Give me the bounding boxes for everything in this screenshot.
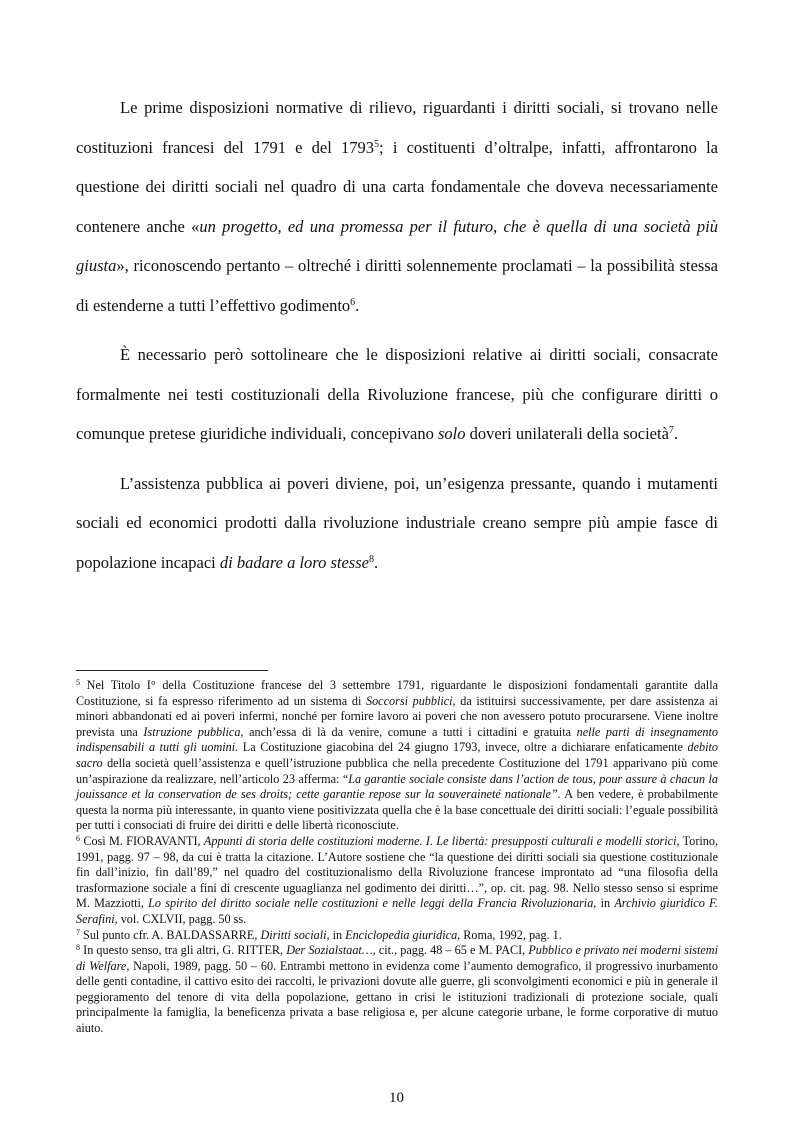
note-ref: 8 (368, 553, 374, 565)
italic-text: debito sacro (76, 740, 719, 770)
text-run: », riconoscendo pertanto – oltreché i diritti solennemente proclamati – la possibilità stessa di estenderne a tutti l’effettivo godimento (76, 256, 718, 315)
paragraph (76, 335, 718, 454)
note-ref: 7 (668, 425, 674, 436)
italic-text: Lo spirito del diritto sociale nelle costituzioni e nelle leggi della Francia Rivoluzionaria, (148, 896, 597, 911)
italic-text: La garantie sociale consiste dans l’action de tous, pour assure à chacun la jouissance et la conservation de ses droits; cette garantie repose sur la souveraineté nationale”. (76, 771, 718, 802)
italic-text: Archivio giuridico F. Serafini, (76, 896, 718, 926)
italic-text: solo (437, 424, 466, 443)
note-ref: 5 (374, 138, 380, 150)
text-run: Le prime disposizioni normative di rilievo, riguardanti i diritti sociali, si trovano nelle costituzioni francesi del 1791 e del 1793 (76, 98, 718, 157)
note-ref: 7 (76, 927, 80, 937)
italic-text: Soccorsi pubblici, (365, 693, 456, 708)
text-run: È necessario però sottolineare che le disposizioni relative ai diritti sociali, consacrate formalmente nei testi costituzionali della Rivoluzione francese, più che configurare diritti o comunque pretese giuridiche individuali, concepivano (76, 345, 718, 443)
text-run: . (373, 552, 379, 572)
text-run: , in (326, 927, 346, 942)
paragraph (76, 88, 718, 325)
text-run: in (596, 896, 615, 911)
italic-text: Appunti di storia delle costituzioni moderne. I. Le libertà: presupposti culturali e modelli storici, (203, 833, 680, 848)
note-ref: 8 (76, 943, 80, 953)
text-run: Nel Titolo I° della Costituzione francese del 3 settembre 1791, riguardante le disposizioni fondamentali garantite dalla Costituzione, si fa espresso riferimento ad un sistema di (76, 678, 718, 708)
text-run: . (673, 424, 679, 443)
italic-text: Enciclopedia giuridica (345, 927, 458, 942)
text-run: ; i costituenti d’oltralpe, infatti, affrontarono la questione dei diritti sociali nel quadro di una carta fondamentale che doveva necessariamente contenere anche « (76, 137, 718, 236)
note-ref: 6 (76, 833, 80, 843)
italic-text: di badare a loro stesse (219, 552, 369, 572)
text-run: La Costituzione giacobina del 24 giugno 1793, invece, oltre a dichiarare enfaticamente (238, 740, 688, 755)
footnote (76, 678, 718, 834)
italic-text: Der Sozialstaat…, (286, 943, 376, 958)
text-run: , Napoli, 1989, pagg. 50 – 60. Entrambi mettono in evidenza come l’aumento demografico, il progressivo inurbamento delle genti contadine, il cattivo esito dei raccolti, le privazioni dovute alle guerre, gli sconvolgimenti economici e più in generale il peggioramento del tenore di vita della popolazione, gettano in crisi le istituzioni tradizionali di protezione sociale, quali principalmente la famiglia, la beneficenza privata a base religiosa e, per alcune categorie urbane, le forme corporative di mutuo aiuto. (76, 958, 718, 1036)
italic-text: nelle parti di insegnamento indispensabili a tutti gli uomini. (76, 724, 718, 755)
italic-text: Diritti sociali (260, 927, 327, 942)
text-run: In questo senso, tra gli altri, G. RITTER, (80, 943, 287, 958)
text-run: Così M. FIORAVANTI, (80, 833, 204, 848)
paragraph (76, 464, 718, 583)
footnote (76, 834, 718, 928)
italic-text: un progetto, ed una promessa per il futuro, che è quella di una società più giusta (76, 216, 718, 275)
footnotes (76, 678, 718, 1037)
text-run: vol. CXLVII, pagg. 50 ss. (117, 911, 247, 926)
page-number: 10 (389, 1090, 404, 1106)
text-run: A ben vedere, è probabilmente questa la norma più interessante, in quanto viene positivizzata quella che è la base concettuale dei diritti sociali: l’eguale possibilità per tutti i consociati di fruire dei diritti e delle libertà riconosciute. (76, 787, 718, 833)
footnote (76, 943, 718, 1037)
footnote (76, 928, 718, 944)
text-run: , Roma, 1992, pag. 1. (457, 927, 562, 942)
note-ref: 6 (350, 296, 356, 308)
note-ref: 5 (76, 678, 80, 687)
text-run: da istituirsi successivamente, per dare assistenza ai minori abbandonati ed ai poveri infermi, nonché per fornire lavoro ai poveri che non avessero potuto procurarsene. Viene inoltre prevista una (76, 693, 718, 739)
footnote-separator (76, 670, 268, 671)
italic-text: Pubblico e privato nei moderni sistemi di Welfare (76, 943, 718, 973)
italic-text: Istruzione pubblica (143, 724, 241, 739)
text-run: Torino, 1991, pagg. 97 – 98, da cui è tratta la citazione. L’Autore sostiene che “la questione dei diritti sociali sia questione costituzionale fin dall’inizio, fin dall’89,” nel quadro del costituzionalismo della Rivoluzione francese improntato ad “una filosofia della trasformazione sociale a fini di crescente uguaglianza nel godimento dei diritti…”, op. cit. pag. 98. Nello stesso senso si esprime M. Mazziotti, (76, 833, 718, 911)
text-run: della società quell’assistenza e quell’istruzione pubblica che nella precedente Costituzione del 1791 apparivano più come un’aspirazione da realizzare, nell’articolo 23 afferma: “ (76, 755, 718, 786)
text-run: Sul punto cfr. A. BALDASSARRE, (80, 927, 261, 942)
body-text (76, 88, 718, 592)
text-run: . (355, 295, 360, 315)
text-run: doveri unilaterali della società (465, 424, 669, 443)
text-run: cit., pagg. 48 – 65 e M. PACI, (375, 943, 529, 958)
text-run: , anch’essa di là da venire, comune a tutti i cittadini e gratuita (240, 724, 577, 739)
text-run: L’assistenza pubblica ai poveri diviene, poi, un’esigenza pressante, quando i mutamenti sociali ed economici prodotti dalla rivoluzione industriale creano sempre più ampie fasce di popolazione incapaci (76, 473, 718, 572)
